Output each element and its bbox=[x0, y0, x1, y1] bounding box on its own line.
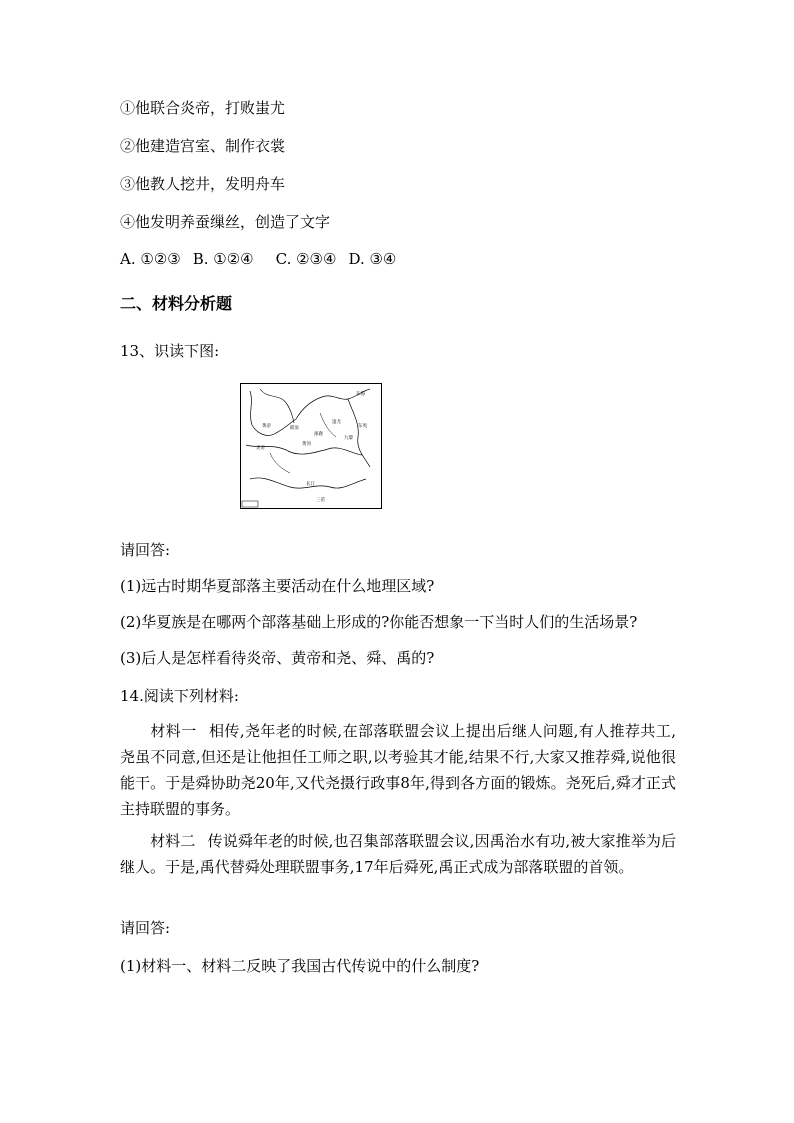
option-c: C. ②③④ bbox=[275, 250, 337, 268]
material-2-label: 材料二 bbox=[150, 832, 196, 850]
q13-question-2: (2)华夏族是在哪两个部落基础上形成的?你能否想象一下当时人们的生活场景? bbox=[120, 613, 638, 631]
q13-answer-prompt: 请回答: bbox=[120, 541, 171, 559]
q12-item-1: ①他联合炎帝，打败蚩尤 bbox=[120, 99, 286, 117]
map-label-dongyi: 东夷 bbox=[358, 424, 367, 429]
map-label-donghai: 东海 bbox=[356, 392, 365, 397]
ancient-tribes-map bbox=[240, 383, 382, 509]
material-1-text: 相传,尧年老的时候,在部落联盟会议上提出后继人问题,有人推荐共工,尧虽不同意,但还是让他担任工师之职,以考验其才能,结果不行,大家又推荐舜,说他很能干。于是舜协助尧20年,又代尧摄行政事8年,得到各方面的锻炼。尧死后,舜才正式主持联盟的事务。 bbox=[120, 722, 676, 818]
material-2 bbox=[120, 828, 676, 880]
map-label-banquan: 阪泉 bbox=[290, 426, 299, 431]
option-d: D. ③④ bbox=[348, 250, 397, 268]
material-1 bbox=[120, 718, 676, 822]
map-label-changjiang: 长江 bbox=[306, 482, 315, 487]
map-label-huanghe: 黄河 bbox=[302, 442, 311, 447]
q13-prompt: 13、识读下图: bbox=[120, 342, 220, 360]
q12-item-2: ②他建造宫室、制作衣裳 bbox=[120, 137, 286, 155]
map-label-yandi: 炎帝 bbox=[256, 446, 265, 451]
map-label-chiyou: 蚩尤 bbox=[332, 420, 341, 425]
q12-item-3: ③他教人挖井，发明舟车 bbox=[120, 175, 286, 193]
map-label-zhuolu: 涿鹿 bbox=[314, 432, 323, 437]
q13-question-3: (3)后人是怎样看待炎帝、黄帝和尧、舜、禹的? bbox=[120, 649, 435, 667]
material-1-label: 材料一 bbox=[150, 722, 197, 740]
q14-answer-prompt: 请回答: bbox=[120, 919, 171, 937]
option-b: B. ①②④ bbox=[192, 250, 254, 268]
q12-item-4: ④他发明养蚕缫丝，创造了文字 bbox=[120, 213, 331, 231]
section-heading: 二、材料分析题 bbox=[120, 294, 233, 313]
q13-question-1: (1)远古时期华夏部落主要活动在什么地理区域? bbox=[120, 577, 435, 595]
option-a: A. ①②③ bbox=[120, 250, 181, 268]
q14-prompt: 14.阅读下列材料: bbox=[120, 687, 239, 705]
map-label-jiuli: 九黎 bbox=[344, 436, 353, 441]
q12-options bbox=[120, 249, 396, 269]
material-2-text: 传说舜年老的时候,也召集部落联盟会议,因禹治水有功,被大家推举为后继人。于是,禹代替舜处理联盟事务,17年后舜死,禹正式成为部落联盟的首领。 bbox=[120, 832, 676, 876]
q14-question-1: (1)材料一、材料二反映了我国古代传说中的什么制度? bbox=[120, 957, 480, 975]
map-label-sanmiao: 三苗 bbox=[316, 498, 325, 503]
map-label-huangdi: 黄帝 bbox=[262, 424, 271, 429]
